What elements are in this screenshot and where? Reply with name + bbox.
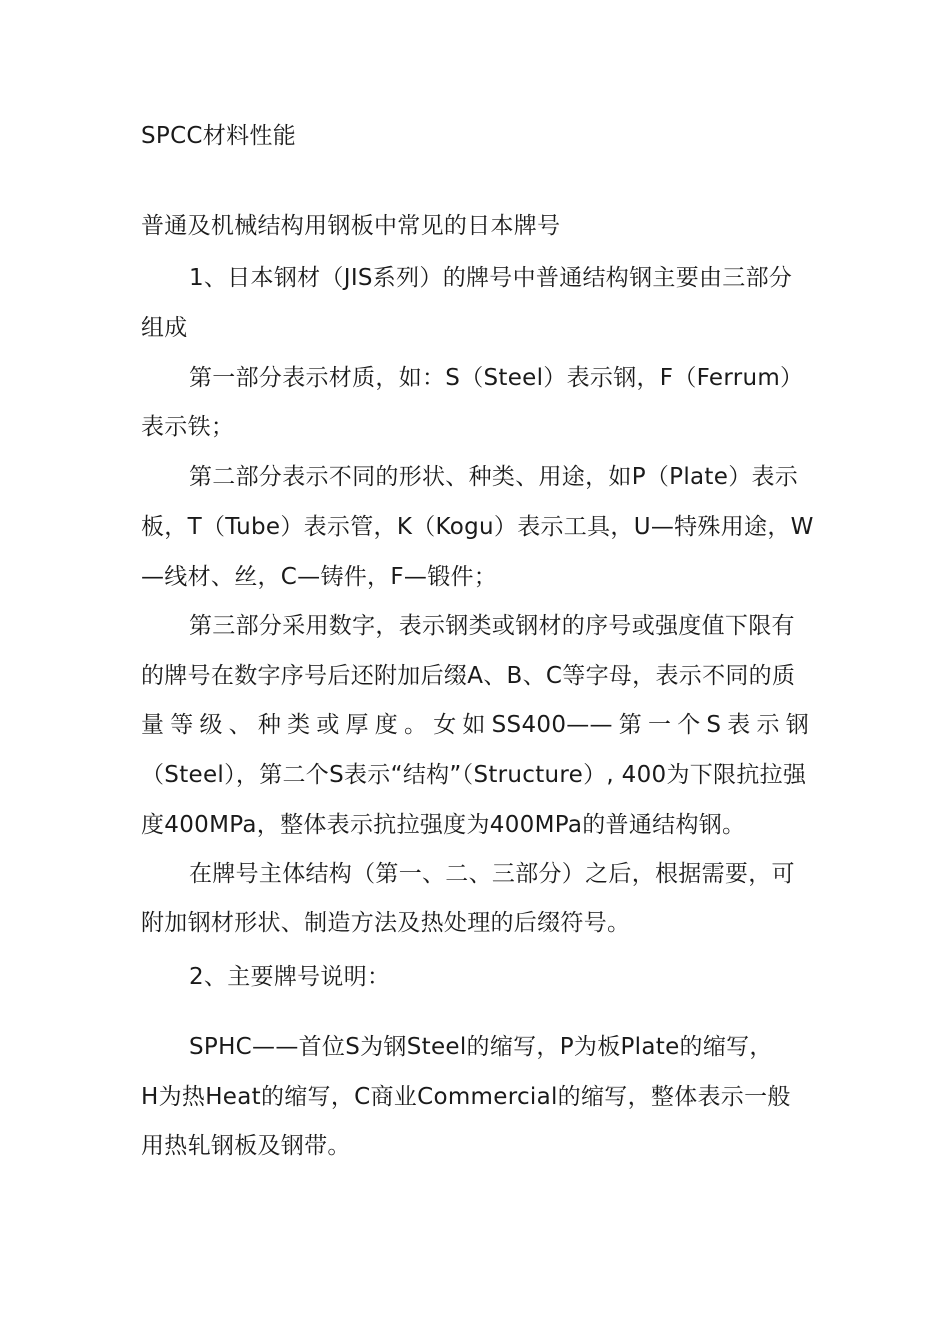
text-line: H为热Heat的缩写，C商业Commercial的缩写，整体表示一般 (141, 1084, 791, 1110)
text-line: 组成 (141, 315, 188, 341)
text-line: 板，T（Tube）表示管，K（Kogu）表示工具，U—特殊用途，W (141, 514, 814, 540)
section-heading: 普通及机械结构用钢板中常见的日本牌号 (141, 213, 561, 239)
document-title: SPCC材料性能 (141, 123, 296, 149)
text-line: SPHC——首位S为钢Steel的缩写，P为板Plate的缩写， (189, 1034, 773, 1060)
text-line: 量等级、种类或厚度。女如SS400——第一个S表示钢 (141, 712, 809, 738)
text-line: 表示铁； (141, 414, 235, 440)
text-line: 在牌号主体结构（第一、二、三部分）之后，根据需要，可 (189, 861, 795, 887)
text-line: 的牌号在数字序号后还附加后缀A、B、C等字母，表示不同的质 (141, 663, 796, 689)
section-heading-2: 2、主要牌号说明： (189, 964, 391, 990)
text-line: 第一部分表示材质，如：S（Steel）表示钢，F（Ferrum） (189, 365, 804, 391)
text-line: 第二部分表示不同的形状、种类、用途，如P（Plate）表示 (189, 464, 799, 490)
text-line: 附加钢材形状、制造方法及热处理的后缀符号。 (141, 910, 631, 936)
text-line: 1、日本钢材（JIS系列）的牌号中普通结构钢主要由三部分 (189, 265, 793, 291)
text-line: 度400MPa，整体表示抗拉强度为400MPa的普通结构钢。 (141, 812, 746, 838)
text-line: 第三部分采用数字，表示钢类或钢材的序号或强度值下限有 (189, 613, 795, 639)
text-line: 用热轧钢板及钢带。 (141, 1133, 351, 1159)
text-line: （Steel），第二个S表示“结构”（Structure）, 400为下限抗拉强 (141, 762, 807, 788)
text-line: —线材、丝，C—铸件，F—锻件； (141, 564, 498, 590)
